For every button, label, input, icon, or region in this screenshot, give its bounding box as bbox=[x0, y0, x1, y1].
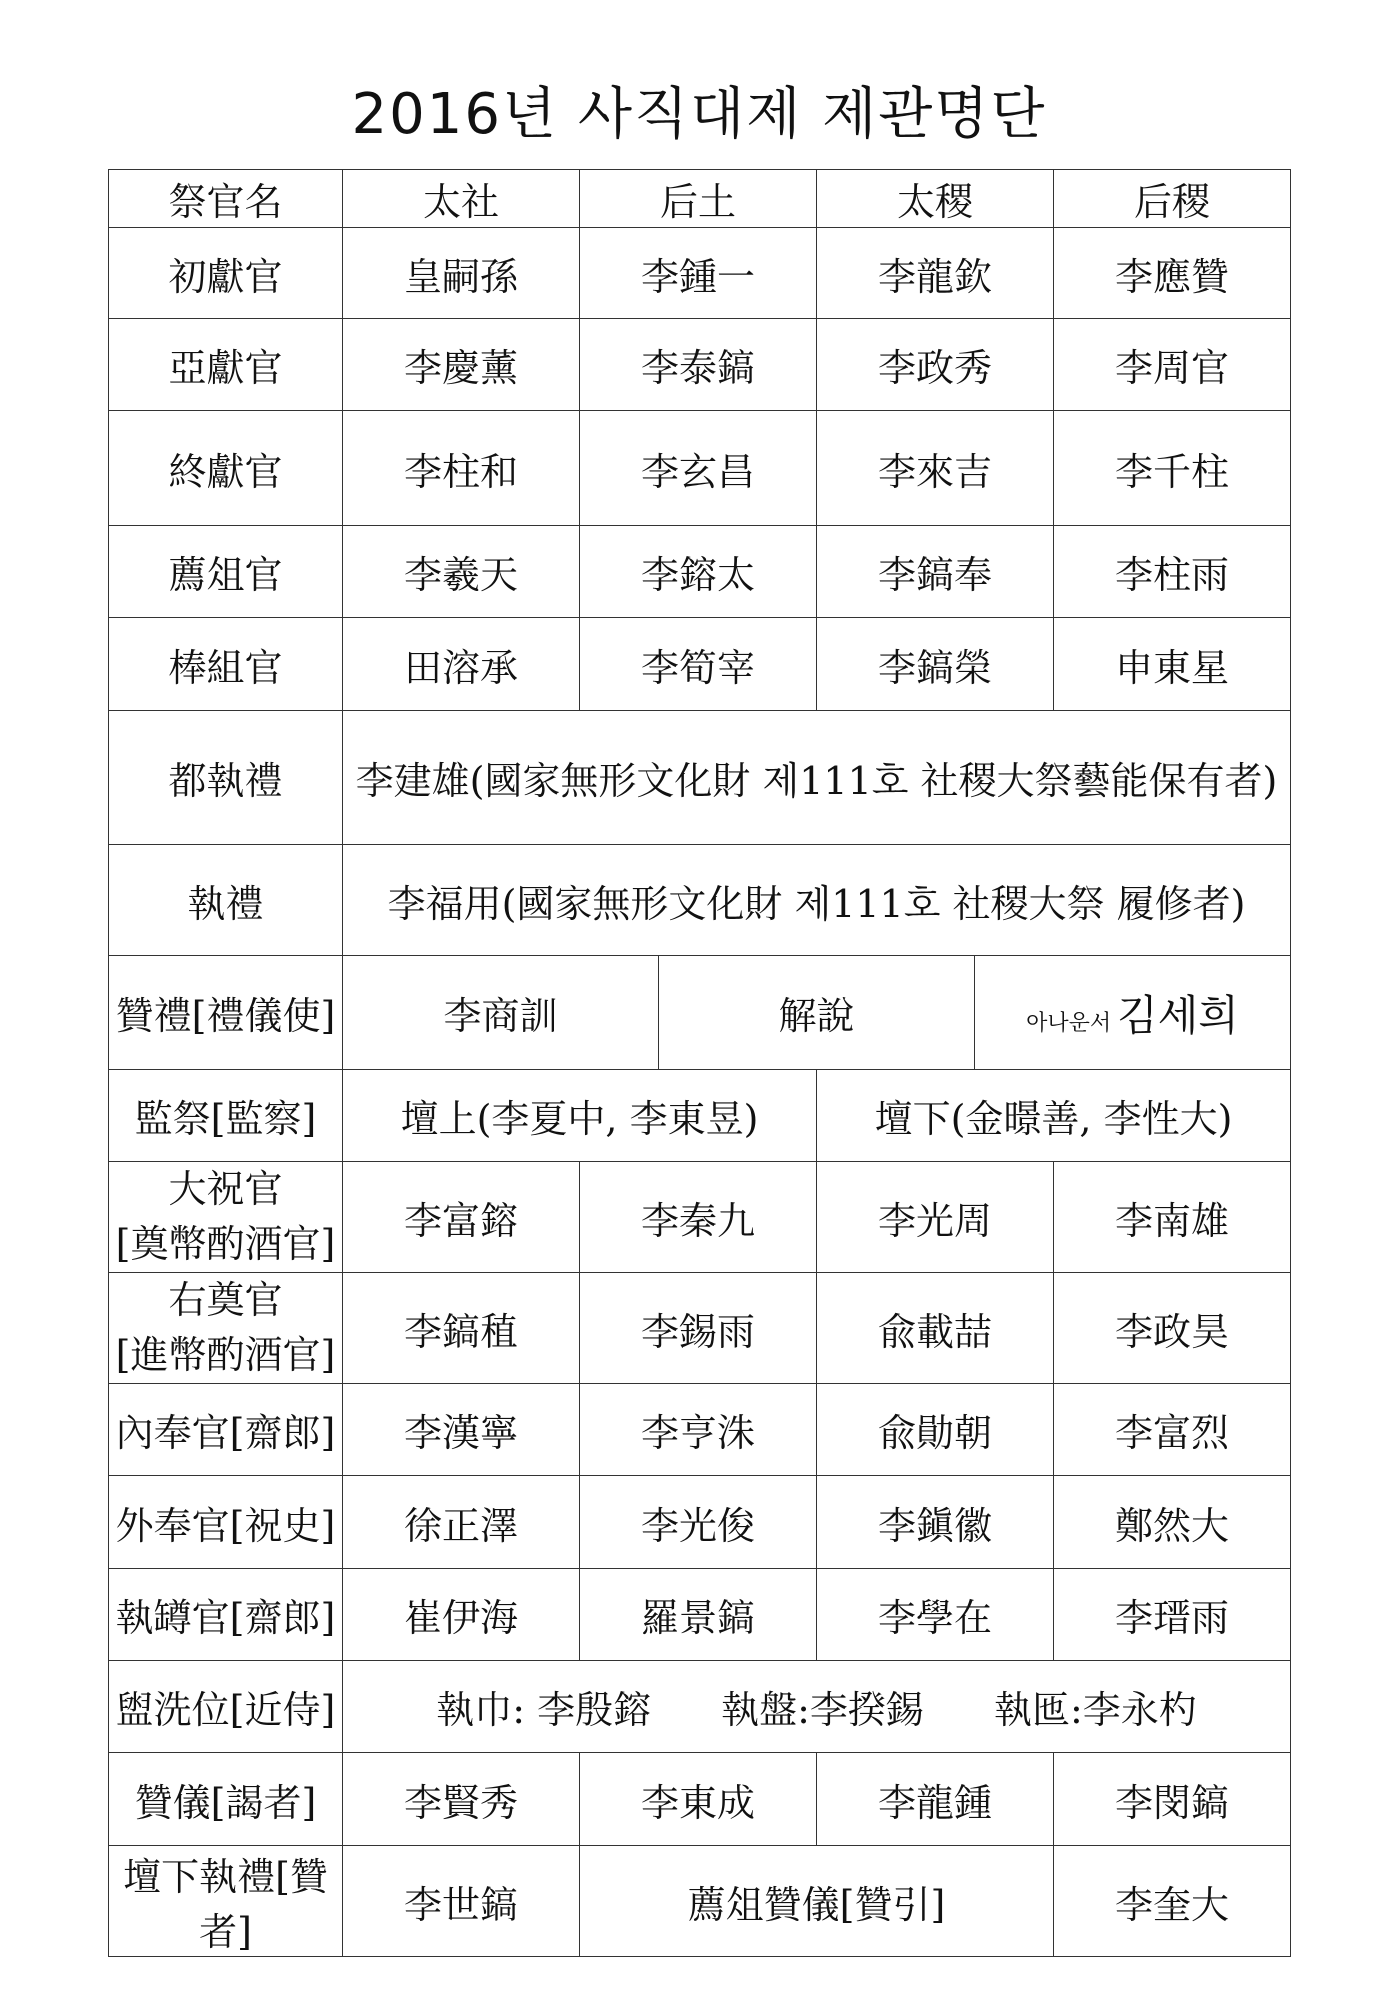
table-row bbox=[109, 526, 1291, 618]
name-cell: 李泰鎬 bbox=[580, 319, 817, 411]
role-cell bbox=[109, 1162, 343, 1273]
table-row bbox=[109, 618, 1291, 711]
role-cell: 薦俎官 bbox=[109, 526, 343, 618]
name-cell: 李柱和 bbox=[343, 411, 580, 526]
name-cell: 李鎔太 bbox=[580, 526, 817, 618]
name-cell: 皇嗣孫 bbox=[343, 228, 580, 319]
table-row bbox=[109, 1661, 1291, 1753]
role-cell: 內奉官[齋郎] bbox=[109, 1384, 343, 1476]
attendant-item: 執盤:李揆錫 bbox=[721, 1688, 924, 1733]
name-cell: 李羲天 bbox=[343, 526, 580, 618]
span-text-cell: 李建雄(國家無形文化財 제111호 社稷大祭藝能保有者) bbox=[343, 711, 1291, 845]
name-cell: 李慶薰 bbox=[343, 319, 580, 411]
name-cell: 李光周 bbox=[817, 1162, 1054, 1273]
role-line: 大祝官 bbox=[168, 1167, 283, 1211]
table-header-row bbox=[109, 170, 1291, 228]
role-cell: 壇下執禮[贊者] bbox=[109, 1846, 343, 1957]
name-cell: 李南雄 bbox=[1054, 1162, 1291, 1273]
role-cell: 外奉官[祝史] bbox=[109, 1476, 343, 1569]
name-cell: 李鎬稙 bbox=[343, 1273, 580, 1384]
announcer-name: 김세희 bbox=[1117, 990, 1239, 1040]
name-cell: 徐正澤 bbox=[343, 1476, 580, 1569]
name-cell: 李秦九 bbox=[580, 1162, 817, 1273]
table-row bbox=[109, 319, 1291, 411]
name-cell: 李龍鍾 bbox=[817, 1753, 1054, 1846]
table-row bbox=[109, 1162, 1291, 1273]
role-cell: 棒組官 bbox=[109, 618, 343, 711]
name-cell: 李鍾一 bbox=[580, 228, 817, 319]
attendant-item: 執巾: 李殷鎔 bbox=[436, 1688, 652, 1733]
name-cell: 兪載喆 bbox=[817, 1273, 1054, 1384]
name-cell: 李閔鎬 bbox=[1054, 1753, 1291, 1846]
role-cell: 監祭[監察] bbox=[109, 1070, 343, 1162]
name-cell: 鄭然大 bbox=[1054, 1476, 1291, 1569]
name-cell: 李瑨雨 bbox=[1054, 1569, 1291, 1661]
chanrye-subtable bbox=[343, 956, 1290, 1069]
role-cell: 執禮 bbox=[109, 845, 343, 956]
header-cell: 后稷 bbox=[1054, 170, 1291, 228]
chanrye-cell bbox=[343, 956, 1291, 1070]
name-cell: 田溶承 bbox=[343, 618, 580, 711]
name-cell: 李筍宰 bbox=[580, 618, 817, 711]
name-cell: 李鎭徽 bbox=[817, 1476, 1054, 1569]
name-cell: 李亨洙 bbox=[580, 1384, 817, 1476]
sub-role-cell: 解說 bbox=[659, 956, 975, 1069]
header-cell: 太社 bbox=[343, 170, 580, 228]
table-row bbox=[109, 711, 1291, 845]
role-line: [進幣酌酒官] bbox=[115, 1333, 336, 1378]
name-cell: 李政昊 bbox=[1054, 1273, 1291, 1384]
span-text-cell bbox=[343, 1661, 1291, 1753]
span-text-cell: 壇下(金暻善, 李性大) bbox=[817, 1070, 1291, 1162]
name-cell: 羅景鎬 bbox=[580, 1569, 817, 1661]
name-cell: 李漢寧 bbox=[343, 1384, 580, 1476]
header-cell: 太稷 bbox=[817, 170, 1054, 228]
table-row bbox=[109, 1846, 1291, 1957]
attendant-item: 執匜:李永杓 bbox=[993, 1688, 1197, 1733]
name-cell: 李應贊 bbox=[1054, 228, 1291, 319]
role-cell: 贊儀[謁者] bbox=[109, 1753, 343, 1846]
role-cell: 執罇官[齋郎] bbox=[109, 1569, 343, 1661]
name-cell: 李光俊 bbox=[580, 1476, 817, 1569]
name-cell: 兪勛朝 bbox=[817, 1384, 1054, 1476]
name-cell: 李世鎬 bbox=[343, 1846, 580, 1957]
name-cell: 李政秀 bbox=[817, 319, 1054, 411]
table-row bbox=[109, 1273, 1291, 1384]
span-text-cell: 薦俎贊儀[贊引] bbox=[580, 1846, 1054, 1957]
header-cell: 祭官名 bbox=[109, 170, 343, 228]
name-cell: 李柱雨 bbox=[1054, 526, 1291, 618]
table-row bbox=[109, 956, 1291, 1070]
name-cell: 李奎大 bbox=[1054, 1846, 1291, 1957]
role-cell: 初獻官 bbox=[109, 228, 343, 319]
role-cell: 盥洗位[近侍] bbox=[109, 1661, 343, 1753]
page-title: 2016년 사직대제 제관명단 bbox=[351, 82, 1047, 147]
name-cell: 李東成 bbox=[580, 1753, 817, 1846]
role-line: [奠幣酌酒官] bbox=[115, 1222, 336, 1267]
announcer-cell bbox=[975, 956, 1291, 1069]
name-cell: 李賢秀 bbox=[343, 1753, 580, 1846]
table-row bbox=[109, 411, 1291, 526]
name-cell: 李學在 bbox=[817, 1569, 1054, 1661]
table-row bbox=[109, 1476, 1291, 1569]
table-row bbox=[109, 1070, 1291, 1162]
table-row bbox=[109, 1753, 1291, 1846]
role-cell: 亞獻官 bbox=[109, 319, 343, 411]
name-cell: 李商訓 bbox=[343, 956, 659, 1069]
announcer-label: 아나운서 bbox=[1026, 1010, 1112, 1036]
roster-grid bbox=[108, 169, 1291, 1957]
name-cell: 李鎬榮 bbox=[817, 618, 1054, 711]
table-row bbox=[109, 1569, 1291, 1661]
table-row bbox=[109, 845, 1291, 956]
table-row bbox=[109, 228, 1291, 319]
name-cell: 李千柱 bbox=[1054, 411, 1291, 526]
header-cell: 后土 bbox=[580, 170, 817, 228]
table-row bbox=[109, 1384, 1291, 1476]
role-cell: 贊禮[禮儀使] bbox=[109, 956, 343, 1070]
name-cell: 李富烈 bbox=[1054, 1384, 1291, 1476]
role-cell: 都執禮 bbox=[109, 711, 343, 845]
name-cell: 崔伊海 bbox=[343, 1569, 580, 1661]
role-cell bbox=[109, 1273, 343, 1384]
span-text-cell: 壇上(李夏中, 李東昱) bbox=[343, 1070, 817, 1162]
span-text-cell: 李福用(國家無形文化財 제111호 社稷大祭 履修者) bbox=[343, 845, 1291, 956]
name-cell: 李鎬奉 bbox=[817, 526, 1054, 618]
role-cell: 終獻官 bbox=[109, 411, 343, 526]
name-cell: 李龍欽 bbox=[817, 228, 1054, 319]
name-cell: 李來吉 bbox=[817, 411, 1054, 526]
name-cell: 李玄昌 bbox=[580, 411, 817, 526]
name-cell: 李富鎔 bbox=[343, 1162, 580, 1273]
name-cell: 申東星 bbox=[1054, 618, 1291, 711]
name-cell: 李錫雨 bbox=[580, 1273, 817, 1384]
role-line: 右奠官 bbox=[168, 1278, 283, 1323]
name-cell: 李周官 bbox=[1054, 319, 1291, 411]
